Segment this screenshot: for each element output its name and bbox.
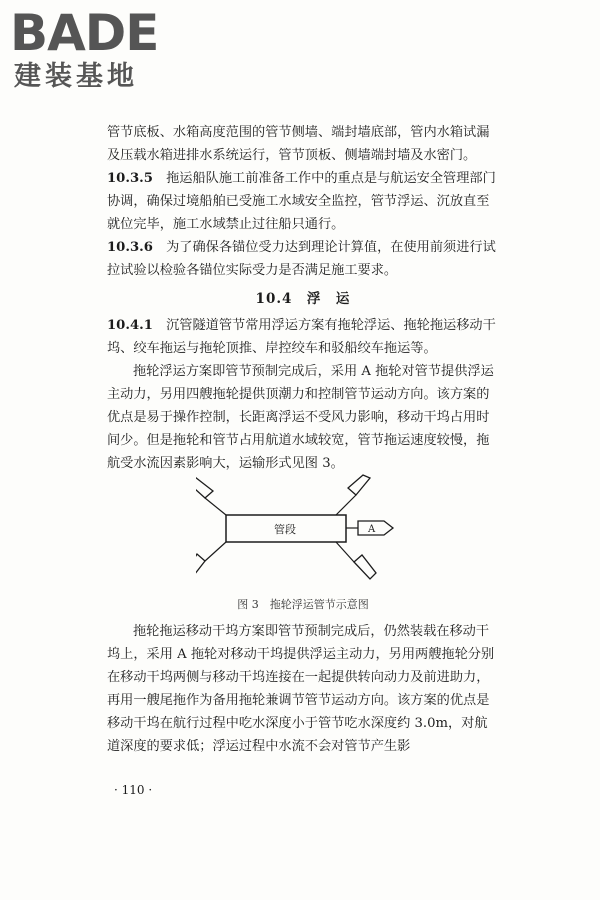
clause-text: 为了确保各锚位受力达到理论计算值，在使用前须进行试拉试验以检验各锚位实际受力是否满足施工要求。: [107, 240, 496, 278]
clause-number: 10.3.6: [107, 240, 153, 255]
paragraph-10-3-5: [107, 167, 499, 236]
logo-word: BADE: [10, 4, 159, 62]
paragraph-1: 管节底板、水箱高度范围的管节侧墙、端封墙底部，管内水箱试漏及压载水箱进排水系统运行，管节顶板、侧墙端封墙及水密门。: [107, 125, 490, 163]
paragraph-10-3-6: [107, 236, 499, 282]
tugboat-top-right: [348, 475, 370, 495]
page-number: · 110 ·: [114, 783, 153, 797]
tugboat-bottom-right: [354, 555, 376, 579]
clause-number: 10.3.5: [107, 171, 153, 186]
tugboat-top-left: [196, 474, 213, 498]
section-heading: 10.4 浮 运: [255, 291, 351, 307]
pipe-segment-label: 管段: [274, 523, 296, 536]
clause-text: 拖运船队施工前准备工作中的重点是与航运安全管理部门协调，确保过境船舶已受施工水域安全监控，管节浮运、沉放直至就位完毕，施工水域禁止过往船只通行。: [107, 171, 496, 232]
tugboat-a: [358, 521, 393, 535]
logo: [8, 4, 178, 96]
tugboat-bottom-left: [196, 554, 205, 579]
paragraph-10-4-1: [107, 314, 499, 360]
clause-number: 10.4.1: [107, 318, 153, 333]
paragraph-tug-scheme: 拖轮浮运方案即管节预制完成后，采用 A 拖轮对管节提供浮运主动力，另用四艘拖轮提供顶潮力和控制管节运动方向。该方案的优点是易于操作控制，长距离浮运不受风力影响，移动干坞占用时间少。但是拖轮和管节占用航道水域较宽，管节拖运速度较慢，拖航受水流因素影响大，运输形式见图 3。: [107, 364, 494, 471]
towing-diagram: [196, 469, 396, 591]
tugboat-a-label: A: [368, 524, 376, 535]
figure-caption: 图 3 拖轮浮运管节示意图: [237, 598, 369, 611]
logo-subtitle: 建装基地: [14, 61, 138, 92]
clause-text: 沉管隧道管节常用浮运方案有拖轮浮运、拖轮拖运移动干坞、绞车拖运与拖轮顶推、岸控绞车和驳船绞车拖运等。: [107, 318, 496, 356]
paragraph-dock-scheme: 拖轮拖运移动干坞方案即管节预制完成后，仍然装载在移动干坞上，采用 A 拖轮对移动干坞提供浮运主动力，另用两艘拖轮分别在移动干坞两侧与移动干坞连接在一起提供转向动力及前进助力，再用一艘尾拖作为备用拖轮兼调节管节运动方向。该方案的优点是移动干坞在航行过程中吃水深度小于管节吃水深度约 3.0m，对航道深度的要求低；浮运过程中水流不会对管节产生影: [107, 624, 495, 754]
